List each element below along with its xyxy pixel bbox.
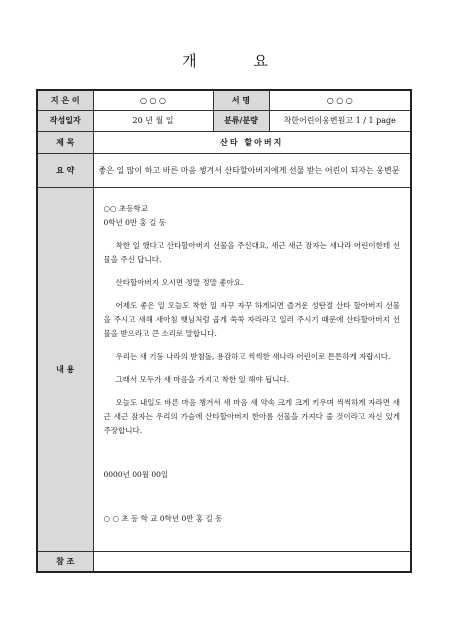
summary-row: [37, 153, 411, 187]
paragraph-1: 착한 일 했다고 산타할아버지 선물을 주신대요, 새근 새근 잠자는 새나라 어린이한테 선물을 주신 답니다.: [103, 240, 400, 264]
signature-line: ○ ○ 초 등 학 교 0학년 0반 홍 길 동: [103, 513, 223, 523]
paragraph-2: 산타할아버지 오시면 정말 정말 좋아요.: [115, 277, 244, 287]
author-label: 지 은 이: [37, 90, 93, 110]
paragraph-5: 그래서 모두가 새 마음을 가지고 착한 일 해야 됩니다.: [115, 374, 290, 384]
school-line: ○○ 초등학교: [103, 203, 148, 213]
page-title: 개 요: [182, 52, 294, 70]
category-label: 분류/분량: [213, 110, 269, 131]
reference-label: 참 조: [37, 551, 93, 572]
author-value: ○ ○ ○: [93, 90, 213, 110]
paragraph-3: 어제도 좋은 일 오늘도 착한 일 자꾸 자꾸 하게되면 즐거운 성탄절 산타 할아버지 선물을 주시고 새해 새아침 햇님처럼 곱게 쑥쑥 자라라고 일러 주시기 때문에 산타할아버지 선물을 받으라고 큰 소리로 말합니다.: [103, 300, 400, 338]
date-row: [37, 110, 411, 131]
subject-row: [37, 131, 411, 153]
date-value: 20 년 월 일: [93, 110, 213, 131]
summary-label: 요 약: [37, 153, 93, 187]
content-body: [93, 187, 411, 551]
paragraph-6: 오늘도 내일도 바른 마음 챙겨서 새 마음 새 약속 크게 크게 키우며 씩씩하게 자라면 새근 새근 잠자는 우리의 가슴에 산타할아버지 한아름 선물을 가져다 줄 것이라고 자신 있게 주장합니다.: [103, 397, 400, 435]
outline-form-table: [36, 89, 412, 573]
name-value: ○ ○ ○: [269, 90, 411, 110]
category-value: 착한어린이웅변원고 1 / 1 page: [269, 110, 411, 131]
subject-label: 제 목: [37, 131, 93, 153]
subject-value: 산타 할아버지: [93, 131, 411, 153]
date-label: 작성일자: [37, 110, 93, 131]
author-row: [37, 90, 411, 110]
summary-value: 좋은 일 많이 하고 바른 마음 챙겨서 산타할아버지에게 선물 받는 어린이 되자는 웅변문: [93, 153, 411, 187]
name-label: 서 명: [213, 90, 269, 110]
class-line: 0학년 0반 홍 길 동: [103, 217, 167, 227]
date-line: 0000년 00월 00일: [103, 469, 169, 479]
content-label: 내 용: [37, 187, 93, 551]
content-row: [37, 187, 411, 551]
paragraph-4: 우리는 새 기둥 나라의 받침돌, 용감하고 씩씩한 새나라 어린이로 튼튼하게 자랍시다.: [115, 351, 391, 361]
reference-row: [37, 551, 411, 572]
reference-value: [93, 551, 411, 572]
